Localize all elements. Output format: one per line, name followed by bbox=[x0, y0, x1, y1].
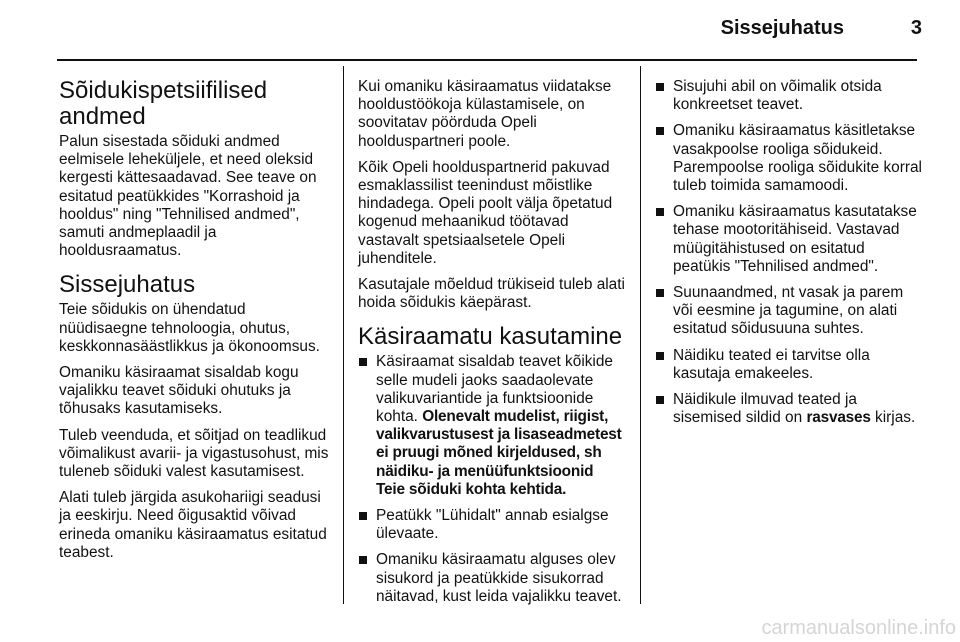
list-item-bold-text: rasvases bbox=[806, 409, 871, 427]
list-item bbox=[655, 391, 923, 427]
list-item-text: Peatükk "Lühidalt" annab esialgse ülevaate. bbox=[376, 507, 609, 543]
paragraph: Teie sõidukis on ühendatud nüüdisaegne tehnoloogia, ohutus, keskkonnasäästlikkus ja ökonoomsus. bbox=[59, 301, 320, 355]
bullet-icon bbox=[656, 396, 664, 404]
bullet-icon bbox=[359, 358, 367, 366]
list-item-text: kirjas. bbox=[870, 409, 916, 427]
list-item-text: Näidikule ilmuvad teated ja sisemised sildid on bbox=[673, 391, 857, 427]
list-item bbox=[358, 353, 626, 499]
page-number: 3 bbox=[910, 17, 922, 39]
paragraph: Kõik Opeli hoolduspartnerid pakuvad esmaklassilist teenindust mõistlike hindadega. Opeli poolt välja õpetatud kogenud mehaanikud töötavad vastavalt spetsiaalsetele Opeli juhenditele. bbox=[358, 158, 613, 267]
list-item bbox=[358, 507, 626, 543]
list-item-text: Suunaandmed, nt vasak ja parem või eesmine ja tagumine, on alati esitatud sõidusuuna suhtes. bbox=[673, 284, 904, 338]
heading-introduction: Sissejuhatus bbox=[59, 271, 196, 299]
list-item bbox=[655, 78, 923, 114]
list-item bbox=[655, 284, 923, 339]
bullet-icon bbox=[656, 208, 664, 216]
list-item-text: Näidiku teated ei tarvitse olla kasutaja emakeeles. bbox=[673, 346, 870, 382]
list-item-text: Käsiraamat sisaldab teavet kõikide selle mudeli jaoks saadaolevate valikuvariantide ja funktsioonide kohta. bbox=[376, 353, 613, 426]
list-item-text: Omaniku käsiraamatu alguses olev sisukord ja peatükkide sisukorrad näitavad, kust leida vajalikku teavet. bbox=[376, 551, 622, 605]
list-item bbox=[655, 203, 923, 276]
list-item-text: Omaniku käsiraamatus käsitletakse vasakpoolse rooliga sõidukeid. Parempoolse rooliga sõidukite korral tuleb toimida samamoodi. bbox=[673, 122, 922, 195]
bullet-icon bbox=[656, 352, 664, 360]
bullet-icon bbox=[656, 83, 664, 91]
heading-using-manual: Käsiraamatu kasutamine bbox=[358, 323, 623, 351]
heading-vehicle-data: Sõidukispetsiifilised andmed bbox=[59, 77, 268, 130]
list-item-bold-text: Olenevalt mudelist, riigist, valikvarustusest ja lisaseadmetest ei pruugi mõned kirjeldused, sh näidiku- ja menüüfunktsioonid Teie sõiduki kohta kehtida. bbox=[376, 408, 622, 498]
list-item bbox=[358, 551, 626, 606]
paragraph: Alati tuleb järgida asukohariigi seadusi ja eeskirju. Need õigusaktid võivad erineda omaniku käsiraamatus esitatud teabest. bbox=[59, 489, 327, 561]
list-item-text: Omaniku käsiraamatus kasutatakse tehase mootoritähiseid. Vastavad müügitähistused on esitatud peatükis "Tehnilised andmed". bbox=[673, 203, 917, 275]
watermark: carmanualsonline.info bbox=[761, 617, 956, 639]
header-divider bbox=[57, 59, 917, 61]
bullet-icon bbox=[359, 512, 367, 520]
running-title: Sissejuhatus bbox=[720, 17, 844, 39]
list-item bbox=[655, 347, 923, 383]
paragraph: Omaniku käsiraamat sisaldab kogu vajalikku teavet sõiduki ohutuks ja tõhusaks kasutamiseks. bbox=[59, 364, 299, 418]
paragraph: Tuleb veenduda, et sõitjad on teadlikud võimalikust avarii- ja vigastusohust, mis tuleneb sõiduki valest kasutamisest. bbox=[59, 426, 329, 481]
bullet-icon bbox=[656, 289, 664, 297]
column-divider-2 bbox=[640, 66, 641, 604]
paragraph: Kasutajale mõeldud trükiseid tuleb alati hoida sõidukis käepärast. bbox=[358, 276, 625, 312]
bullet-list bbox=[358, 353, 626, 606]
list-item bbox=[655, 122, 923, 195]
column-1 bbox=[59, 78, 329, 570]
bullet-icon bbox=[359, 556, 367, 564]
bullet-icon bbox=[656, 127, 664, 135]
paragraph: Kui omaniku käsiraamatus viidatakse hooldustöökoja külastamisele, on soovitatav pöörduda Opeli hoolduspartneri poole. bbox=[358, 78, 612, 150]
column-2 bbox=[358, 78, 626, 614]
page-header bbox=[0, 0, 960, 60]
column-3 bbox=[655, 78, 923, 435]
list-item-text: Sisujuhi abil on võimalik otsida konkreetset teavet. bbox=[673, 78, 882, 114]
paragraph: Palun sisestada sõiduki andmed eelmisele leheküljele, et need oleksid kergesti kättesaadavad. See teave on esitatud peatükkides "Korrashoid ja hooldus" ning "Tehnilised andmed", samuti andmeplaadil ja hooldusraamatus. bbox=[59, 133, 317, 260]
bullet-list bbox=[655, 78, 923, 427]
column-divider-1 bbox=[343, 66, 344, 604]
